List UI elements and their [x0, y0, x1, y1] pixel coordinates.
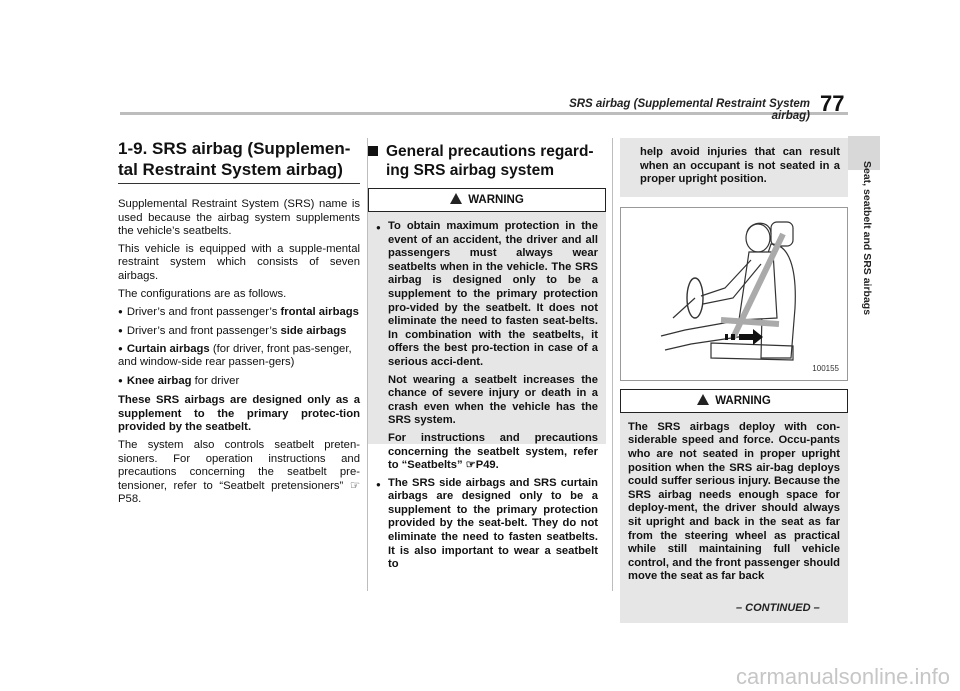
running-header-title: SRS airbag (Supplemental Restraint System airbag)	[569, 98, 810, 122]
list-item-text: Driver’s and front passenger’s	[126, 305, 281, 318]
subsection-title-line2: ing SRS airbag system	[386, 162, 554, 179]
bullet-icon: ●	[118, 343, 123, 353]
watermark-text: carmanualsonline.info	[735, 664, 950, 689]
driver-seatbelt-drawing	[621, 208, 847, 378]
side-tab-label: Seat, seatbelt and SRS airbags	[861, 161, 873, 316]
list-item	[118, 305, 360, 319]
warning-item-text: To obtain maximum protection in the event of an accident, the driver and all passengers must always wear seatbelts when in the vehicle. The SRS airbag is designed only to be a supplement to the primary protection pro-vided by the seatbelt. It does not eliminate the need to fasten seat-belts. In combination with the seatbelts, it offers the best pro-tection in case of a serious acci-dent.	[388, 220, 598, 368]
list-item-bold: side airbags	[280, 324, 347, 337]
warning-box	[620, 413, 848, 623]
warning-triangle-icon	[450, 193, 462, 204]
warning-label: WARNING	[468, 194, 524, 206]
intro-paragraph-1: Supplemental Restraint System (SRS) name is used because the airbag system supplements the vehicle’s seatbelts.	[118, 198, 360, 238]
bullet-icon: ●	[118, 325, 123, 335]
warning-item	[376, 220, 598, 477]
list-item-text: Driver’s and front passenger’s	[126, 324, 281, 337]
warning-box	[368, 212, 606, 571]
warning-item-text: For instructions and precautions concerning the seatbelt system, refer to “Seatbelts” ☞P49.	[388, 431, 598, 472]
list-item-text: (for driver, front pas-senger, and window-side rear passen-gers)	[118, 342, 352, 369]
list-item-bold: frontal airbags	[280, 305, 359, 318]
list-item	[118, 324, 360, 338]
column-divider-right	[612, 138, 613, 591]
warning-header	[368, 188, 606, 212]
list-item-bold: Curtain airbags	[126, 342, 210, 355]
warning-item-text: The SRS side airbags and SRS curtain airbags are designed only to be a supplement to the primary protection provided by the seat-belt. They do not eliminate the need to fasten seatbelts. It is also important to wear a seatbelt to	[388, 476, 598, 571]
list-item	[118, 342, 360, 370]
seated-driver-illustration	[620, 207, 848, 381]
warning-text: The SRS airbags deploy with con-siderable speed and force. Occu-pants who are not seated in proper upright position when the SRS air-bag deploys could suffer serious injury. Because the SRS airbag needs enough space for deploy-ment, the driver should always sit upright and back in the seat as far from the steering wheel as practical while still maintaining full vehicle control, and the front passenger should move the seat as far back	[628, 420, 840, 583]
section-title-line2: tal Restraint System airbag)	[118, 160, 343, 179]
bullet-icon: ●	[376, 223, 381, 232]
supplement-note: These SRS airbags are designed only as a supplement to the primary protec-tion provided by the seatbelt.	[118, 394, 360, 434]
intro-paragraph-3: The configurations are as follows.	[118, 287, 287, 300]
column-intro	[118, 138, 360, 511]
list-item-bold: Knee airbag	[126, 374, 192, 387]
subsection-title-line1: General precautions regard-	[386, 143, 594, 160]
bullet-icon: ●	[118, 307, 123, 317]
section-title-line1: 1-9. SRS airbag (Supplemen-	[118, 139, 351, 158]
list-item-text: for driver	[191, 374, 240, 387]
section-title	[118, 138, 360, 184]
page-number: 77	[820, 91, 845, 116]
warning-label: WARNING	[715, 394, 771, 407]
figure-code: 100155	[812, 364, 839, 374]
intro-paragraph-2: This vehicle is equipped with a supple-mental restraint system which consists of seven airbags.	[118, 242, 360, 282]
bullet-icon: ●	[118, 375, 123, 385]
warning-triangle-icon	[697, 394, 709, 405]
pretensioner-paragraph: The system also controls seatbelt preten-sioners. For operation instructions and precautions concerning the seatbelt pre-tensioner, refer to “Seatbelt pretensioners” ☞P58.	[118, 439, 360, 506]
section-square-icon	[368, 146, 378, 156]
subsection-title	[368, 142, 606, 180]
continued-marker: – CONTINUED –	[736, 602, 820, 614]
warning-header	[620, 389, 848, 413]
warning-item-text: Not wearing a seatbelt increases the chance of severe injury or death in a crash even when the vehicle has the SRS system.	[388, 373, 598, 427]
column-precautions	[368, 138, 606, 571]
bullet-icon: ●	[376, 479, 381, 489]
column-warning-cont	[620, 138, 848, 623]
warning-continued-text: help avoid injuries that can result when an occupant is not seated in a proper upright position.	[640, 146, 840, 186]
warning-box-continued	[620, 138, 848, 197]
list-item	[118, 374, 360, 388]
warning-item	[376, 477, 598, 576]
